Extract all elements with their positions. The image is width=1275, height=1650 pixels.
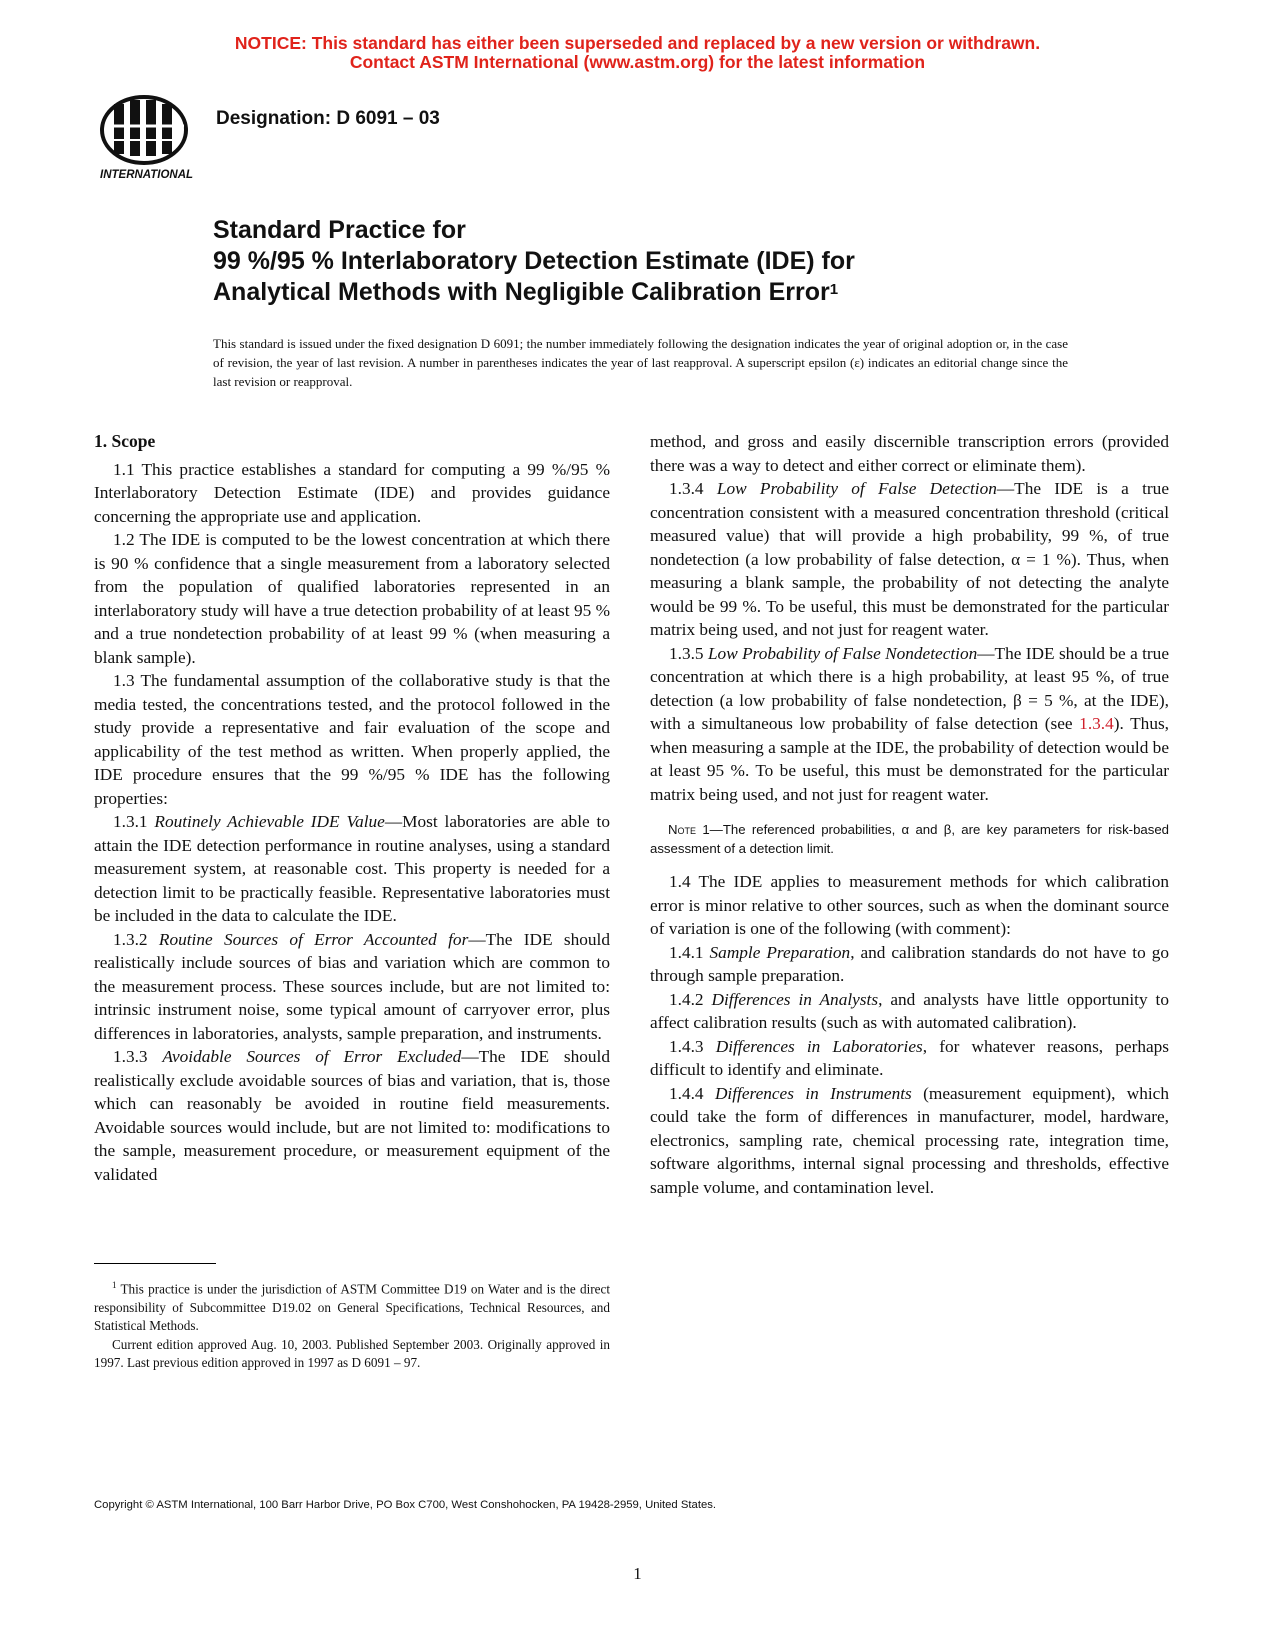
para-text: —The IDE is a true concentration consistent with a measured concentration threshold (critical measured value) that will provide a high probability, 99 %, of true nondetection (a low probability of false detection, α = 1 %). Thus, when measuring a blank sample, the probability of not detecting the analyte would be 99 %. To be useful, this must be demonstrated for the particular matrix being used, and not just for reagent water.	[650, 479, 1169, 639]
para-title: Low Probability of False Nondetection	[707, 643, 978, 663]
right-column	[650, 430, 1169, 1199]
title-footnote-mark: 1	[829, 281, 839, 298]
notice-line-1: NOTICE: This standard has either been superseded and replaced by a new version or withdrawn.	[234, 33, 1041, 53]
paragraph-1-4-4	[650, 1082, 1169, 1200]
page-number: 1	[633, 1564, 642, 1583]
section-heading-scope: 1. Scope	[94, 431, 156, 451]
left-column	[94, 430, 610, 1186]
paragraph-1-4-1	[650, 941, 1169, 988]
footnotes	[94, 1276, 610, 1373]
note-label: Note	[668, 822, 697, 837]
paragraph-1-4: 1.4 The IDE applies to measurement methods for which calibration error is minor relative to other sources, such as when the dominant source of variation is one of the following (with comment):	[650, 872, 1169, 938]
footnote-1-text: This practice is under the jurisdiction of ASTM Committee D19 on Water and is the direct responsibility of Subcommittee D19.02 on General Specifications, Technical Resources, and Statistical Methods.	[94, 1281, 610, 1334]
para-title: Differences in Laboratories	[715, 1036, 923, 1056]
para-title: Low Probability of False Detection	[716, 479, 997, 498]
para-title: Differences in Instruments	[714, 1083, 912, 1103]
paragraph-1-3-3	[94, 1045, 610, 1186]
note-1	[650, 820, 1169, 858]
para-title: Avoidable Sources of Error Excluded	[162, 1047, 462, 1066]
copyright-line: Copyright © ASTM International, 100 Barr Harbor Drive, PO Box C700, West Conshohocken, PA 19428-2959, United States.	[94, 1499, 717, 1511]
para-number: 1.4.4	[669, 1083, 704, 1103]
para-title: Sample Preparation	[709, 942, 851, 962]
astm-international-logo-icon	[92, 90, 200, 182]
footnote-edition: Current edition approved Aug. 10, 2003. Published September 2003. Originally approved in 1997. Last previous edition approved in 1997 as D 6091 – 97.	[94, 1336, 610, 1371]
para-number: 1.4.3	[669, 1036, 704, 1056]
footnote-divider	[94, 1263, 216, 1264]
designation: Designation: D 6091 – 03	[216, 108, 440, 129]
para-text: —Most laboratories are able to attain the IDE detection performance in routine analyses, using a standard measurement system, at reasonable cost. This property is needed for a detection limit to be practically feasible. Representative laboratories must be included in the data to calculate the IDE.	[94, 812, 610, 925]
para-title: Routinely Achievable IDE Value	[154, 812, 385, 831]
paragraph-1-4-3	[650, 1035, 1169, 1082]
paragraph-1-3-4	[650, 477, 1169, 642]
para-text: , and calibration standards do not have to go through sample preparation.	[650, 942, 1169, 985]
para-title: Routine Sources of Error Accounted for	[158, 929, 469, 949]
para-text: , for whatever reasons, perhaps difficult to identify and eliminate.	[650, 1036, 1169, 1079]
title-line-1: Standard Practice for	[213, 216, 466, 244]
title-line-3	[213, 277, 1193, 308]
paragraph-1-3-5	[650, 642, 1169, 807]
preamble: This standard is issued under the fixed designation D 6091; the number immediately following the designation indicates the year of original adoption or, in the case of revision, the year of last revision. A number in parentheses indicates the year of last reapproval. A superscript epsilon (ε) indicates an editorial change since the last revision or reapproval.	[213, 336, 1068, 389]
para-text: (measurement equipment), which could take the form of differences in manufacturer, model, hardware, electronics, sampling rate, chemical processing rate, integration time, software algorithms, internal signal processing and thresholds, effective sample volume, and contamination level.	[650, 1083, 1169, 1197]
para-number: 1.3.4	[669, 479, 704, 498]
para-title: Differences in Analysts	[711, 989, 879, 1009]
logo-text: INTERNATIONAL	[100, 169, 194, 181]
title-line-2: 99 %/95 % Interlaboratory Detection Estimate (IDE) for	[213, 247, 855, 275]
para-text: ). Thus, when measuring a sample at the IDE, the probability of detection would be at least 95 %. To be useful, this must be demonstrated for the particular matrix being used, and not just for reagent water.	[650, 714, 1170, 804]
paragraph-1-3-3-continued: method, and gross and easily discernible transcription errors (provided there was a way to detect and either correct or eliminate them).	[650, 432, 1169, 475]
para-number: 1.3.1	[113, 812, 148, 831]
para-number: 1.3.3	[113, 1047, 148, 1066]
paragraph-1-3: 1.3 The fundamental assumption of the collaborative study is that the media tested, the concentrations tested, and the protocol followed in the study provide a representative and fair evaluation of the scope and applicability of the test method as written. When properly applied, the IDE procedure ensures that the 99 %/95 % IDE has the following properties:	[94, 671, 610, 808]
document-title	[213, 215, 1193, 308]
para-number: 1.3.5	[669, 643, 704, 663]
footnote-mark: 1	[112, 1280, 117, 1290]
paragraph-1-3-2	[94, 928, 610, 1046]
notice-line-2: Contact ASTM International (www.astm.org) for the latest information	[349, 52, 926, 72]
para-number: 1.3.2	[113, 929, 148, 949]
para-number: 1.4.2	[669, 989, 704, 1009]
paragraph-1-2: 1.2 The IDE is computed to be the lowest concentration at which there is 90 % confidence that a single measurement from a laboratory selected from the population of qualified laboratories represented in an interlaboratory study will have a true detection probability of at least 95 % and a true nondetection probability of at least 99 % (when measuring a blank sample).	[94, 530, 610, 667]
para-number: 1.4.1	[669, 942, 704, 962]
note-text: 1—The referenced probabilities, α and β, are key parameters for risk-based assessment of a detection limit.	[650, 822, 1169, 856]
cross-reference-link[interactable]: 1.3.4	[1079, 714, 1114, 733]
withdrawn-notice	[0, 34, 1275, 72]
para-text: —The IDE should realistically exclude avoidable sources of bias and variation, that is, those which can reasonably be avoided in routine field measurements. Avoidable sources would include, but are not limited to: modifications to the sample, measurement procedure, or measurement equipment of the validated	[94, 1047, 610, 1184]
para-text: —The IDE should be a true concentration at which there is a high probability, at least 95 %, of true detection (a low probability of false nondetection, β = 5 %, at the IDE), with a simultaneous low probability of false detection (see	[650, 643, 1169, 733]
para-text: —The IDE should realistically include sources of bias and variation which are common to the measurement process. These sources include, but are not limited to: intrinsic instrument noise, some typical amount of carryover error, plus differences in laboratories, analysts, sample preparation, and instruments.	[94, 929, 610, 1043]
footnote-1	[94, 1276, 610, 1336]
title-line-3-text: Analytical Methods with Negligible Calibration Error	[213, 278, 830, 306]
paragraph-1-4-2	[650, 988, 1169, 1035]
paragraph-1-1: 1.1 This practice establishes a standard for computing a 99 %/95 % Interlaboratory Detection Estimate (IDE) and provides guidance concerning the appropriate use and application.	[94, 459, 610, 526]
para-text: , and analysts have little opportunity to affect calibration results (such as with automated calibration).	[650, 989, 1169, 1032]
paragraph-1-3-1	[94, 810, 610, 928]
